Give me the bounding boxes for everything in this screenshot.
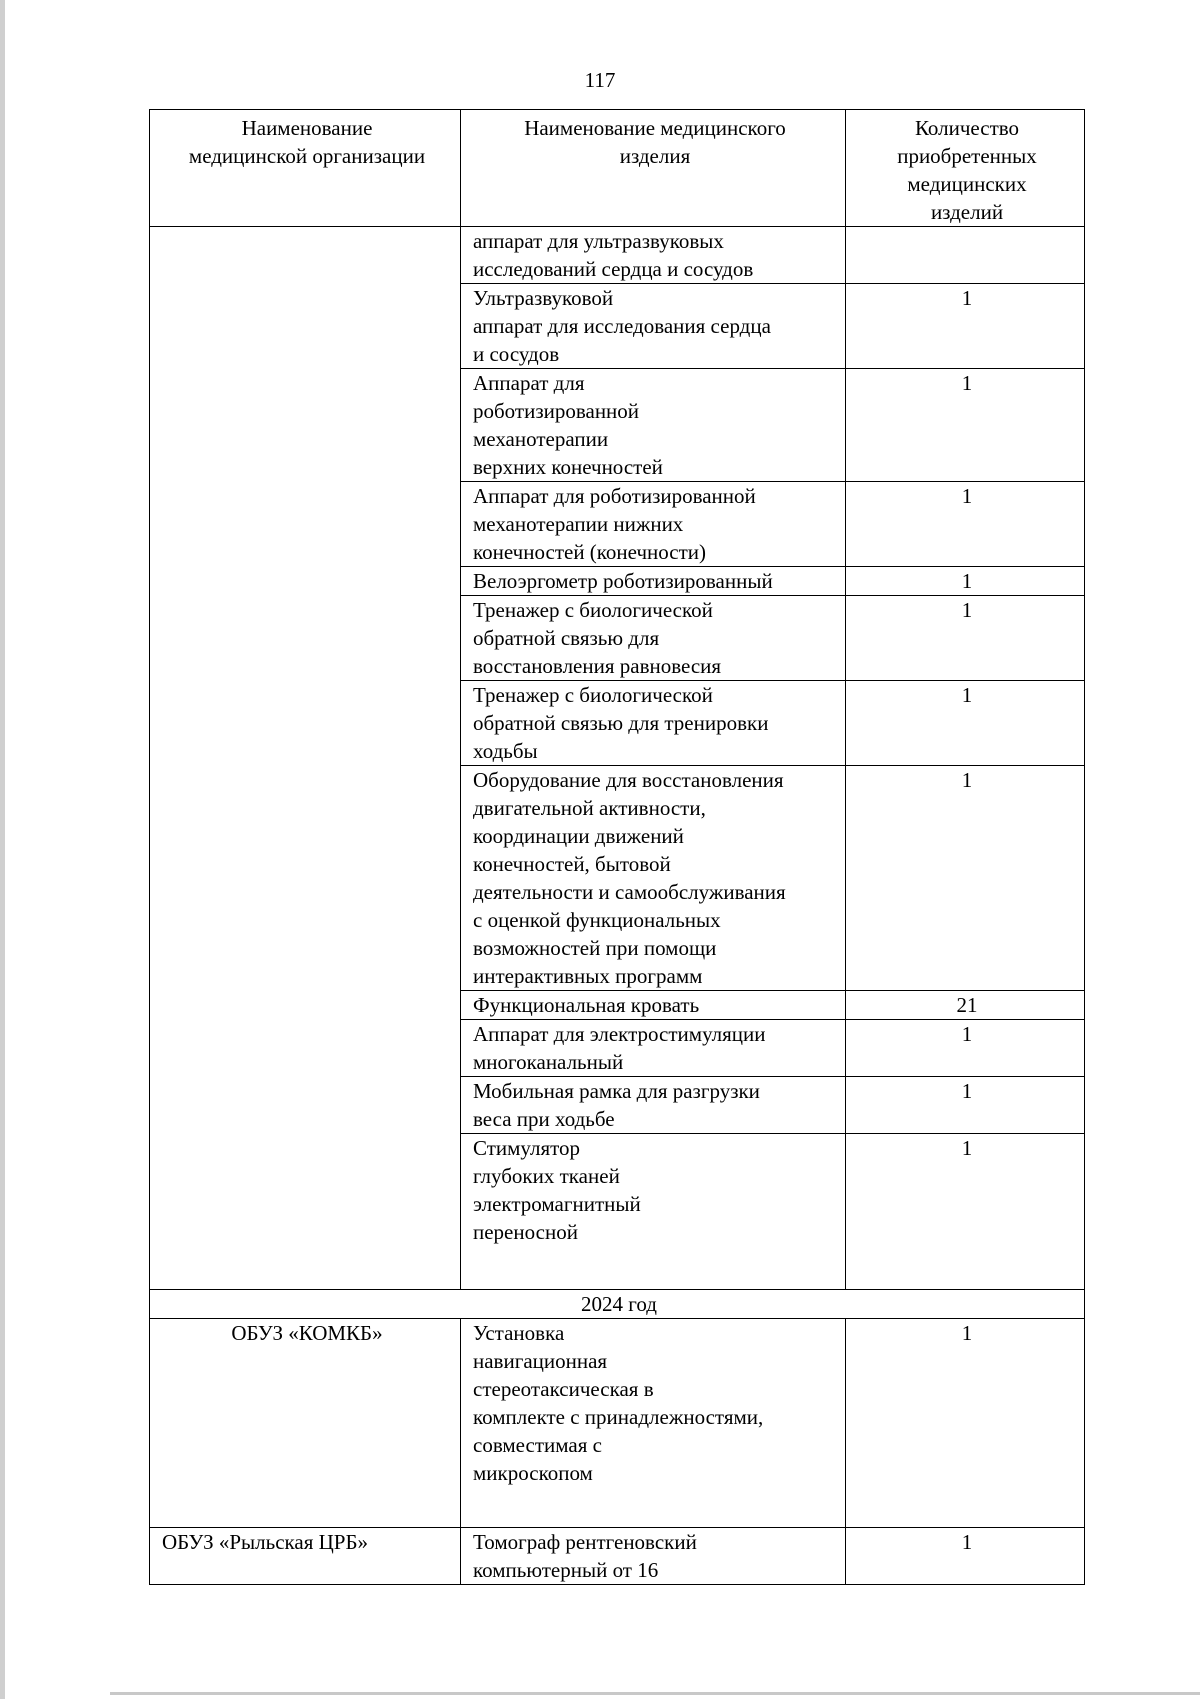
table-row xyxy=(150,1319,1085,1528)
medical-devices-table xyxy=(149,109,1085,1585)
quantity-cell: 1 xyxy=(846,1134,1085,1290)
quantity-cell: 1 xyxy=(846,567,1085,596)
header-organization: Наименование медицинской организации xyxy=(150,110,461,227)
device-name-cell: Стимулятор глубоких тканей электромагнитный переносной xyxy=(461,1134,846,1290)
device-name-cell: Аппарат для роботизированной механотерапии нижних конечностей (конечности) xyxy=(461,482,846,567)
organization-cell-empty xyxy=(150,227,461,1290)
table-row xyxy=(150,1528,1085,1585)
year-label: 2024 год xyxy=(150,1290,1085,1319)
quantity-cell: 1 xyxy=(846,681,1085,766)
quantity-cell: 1 xyxy=(846,1528,1085,1585)
year-section-row xyxy=(150,1290,1085,1319)
organization-cell: ОБУЗ «КОМКБ» xyxy=(150,1319,461,1528)
quantity-cell: 1 xyxy=(846,1020,1085,1077)
page-number: 117 xyxy=(584,68,616,92)
header-device-name: Наименование медицинского изделия xyxy=(461,110,846,227)
quantity-cell: 1 xyxy=(846,596,1085,681)
organization-cell: ОБУЗ «Рыльская ЦРБ» xyxy=(150,1528,461,1585)
quantity-cell: 1 xyxy=(846,284,1085,369)
table-row xyxy=(150,227,1085,284)
device-name-cell: Установка навигационная стереотаксическая в комплекте с принадлежностями, совместимая с микроскопом xyxy=(461,1319,846,1528)
device-name-cell: Мобильная рамка для разгрузки веса при ходьбе xyxy=(461,1077,846,1134)
device-name-cell: аппарат для ультразвуковых исследований сердца и сосудов xyxy=(461,227,846,284)
device-name-cell: Оборудование для восстановления двигательной активности, координации движений конечностей, бытовой деятельности и самообслуживания с оценкой функциональных возможностей при помощи интерактивных программ xyxy=(461,766,846,991)
quantity-cell xyxy=(846,227,1085,284)
device-name-cell: Томограф рентгеновский компьютерный от 16 xyxy=(461,1528,846,1585)
device-name-cell: Тренажер с биологической обратной связью для тренировки ходьбы xyxy=(461,681,846,766)
quantity-cell: 1 xyxy=(846,369,1085,482)
device-name-cell: Тренажер с биологической обратной связью для восстановления равновесия xyxy=(461,596,846,681)
scan-edge-bottom xyxy=(110,1692,1200,1695)
device-name-cell: Ультразвуковой аппарат для исследования сердца и сосудов xyxy=(461,284,846,369)
quantity-cell: 1 xyxy=(846,1077,1085,1134)
device-name-cell: Велоэргометр роботизированный xyxy=(461,567,846,596)
device-name-cell: Аппарат для электростимуляции многоканальный xyxy=(461,1020,846,1077)
quantity-cell: 1 xyxy=(846,1319,1085,1528)
header-quantity: Количество приобретенных медицинских изделий xyxy=(846,110,1085,227)
quantity-cell: 1 xyxy=(846,482,1085,567)
quantity-cell: 21 xyxy=(846,991,1085,1020)
device-name-cell: Функциональная кровать xyxy=(461,991,846,1020)
device-name-cell: Аппарат для роботизированной механотерапии верхних конечностей xyxy=(461,369,846,482)
quantity-cell: 1 xyxy=(846,766,1085,991)
scan-edge-left xyxy=(0,0,5,1699)
table-header xyxy=(150,110,1085,227)
